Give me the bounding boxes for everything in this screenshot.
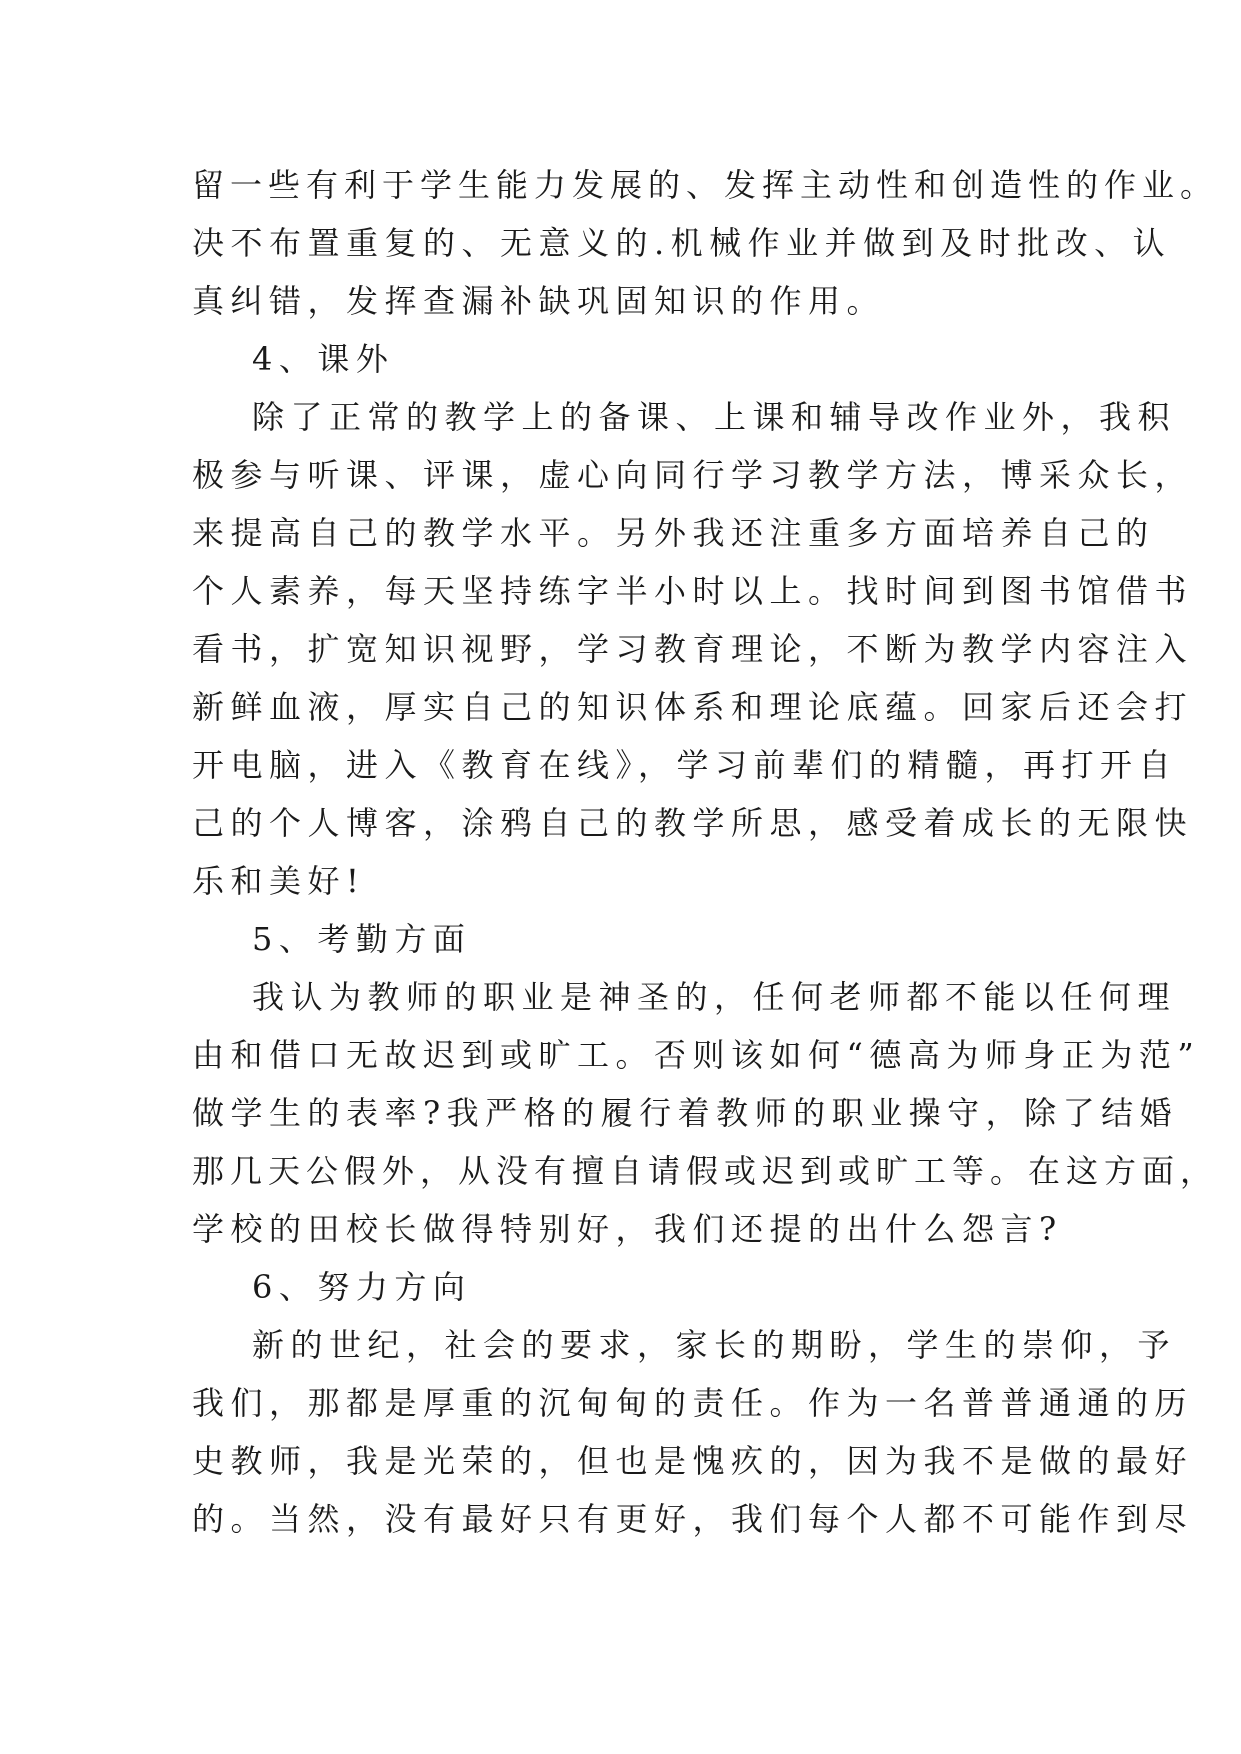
section-heading-5: 5、考勤方面 [252, 920, 472, 958]
text-line: 由和借口无故迟到或旷工。否则该如何“德高为师身正为范” [192, 1036, 1201, 1074]
paragraph-start: 新的世纪，社会的要求，家长的期盼，学生的崇仰，予 [252, 1326, 1177, 1364]
text-line: 那几天公假外，从没有擅自请假或迟到或旷工等。在这方面， [192, 1152, 1219, 1190]
paragraph-start: 除了正常的教学上的备课、上课和辅导改作业外，我积 [252, 398, 1177, 436]
text-line: 真纠错，发挥查漏补缺巩固知识的作用。 [192, 282, 886, 320]
text-line: 学校的田校长做得特别好，我们还提的出什么怨言? [192, 1210, 1063, 1248]
text-line: 个人素养，每天坚持练字半小时以上。找时间到图书馆借书 [192, 572, 1194, 610]
text-line: 开电脑，进入《教育在线》，学习前辈们的精髓，再打开自 [192, 746, 1178, 784]
text-line: 决不布置重复的、无意义的.机械作业并做到及时批改、认 [192, 224, 1172, 262]
text-line: 史教师，我是光荣的，但也是愧疚的，因为我不是做的最好 [192, 1442, 1194, 1480]
text-line: 乐和美好! [192, 862, 366, 900]
text-line: 来提高自己的教学水平。另外我还注重多方面培养自己的 [192, 514, 1155, 552]
text-line: 己的个人博客，涂鸦自己的教学所思，感受着成长的无限快 [192, 804, 1194, 842]
section-heading-4: 4、课外 [252, 340, 395, 378]
text-line: 的。当然，没有最好只有更好，我们每个人都不可能作到尽 [192, 1500, 1194, 1538]
text-line: 做学生的表率?我严格的履行着教师的职业操守，除了结婚 [192, 1094, 1179, 1132]
text-line: 新鲜血液，厚实自己的知识体系和理论底蕴。回家后还会打 [192, 688, 1194, 726]
text-line: 我们，那都是厚重的沉甸甸的责任。作为一名普普通通的历 [192, 1384, 1194, 1422]
text-line: 看书，扩宽知识视野，学习教育理论，不断为教学内容注入 [192, 630, 1194, 668]
text-line: 留一些有利于学生能力发展的、发挥主动性和创造性的作业。 [192, 166, 1219, 204]
text-line: 极参与听课、评课，虚心向同行学习教学方法，博采众长， [192, 456, 1194, 494]
section-heading-6: 6、努力方向 [252, 1268, 472, 1306]
paragraph-start: 我认为教师的职业是神圣的，任何老师都不能以任何理 [252, 978, 1177, 1016]
